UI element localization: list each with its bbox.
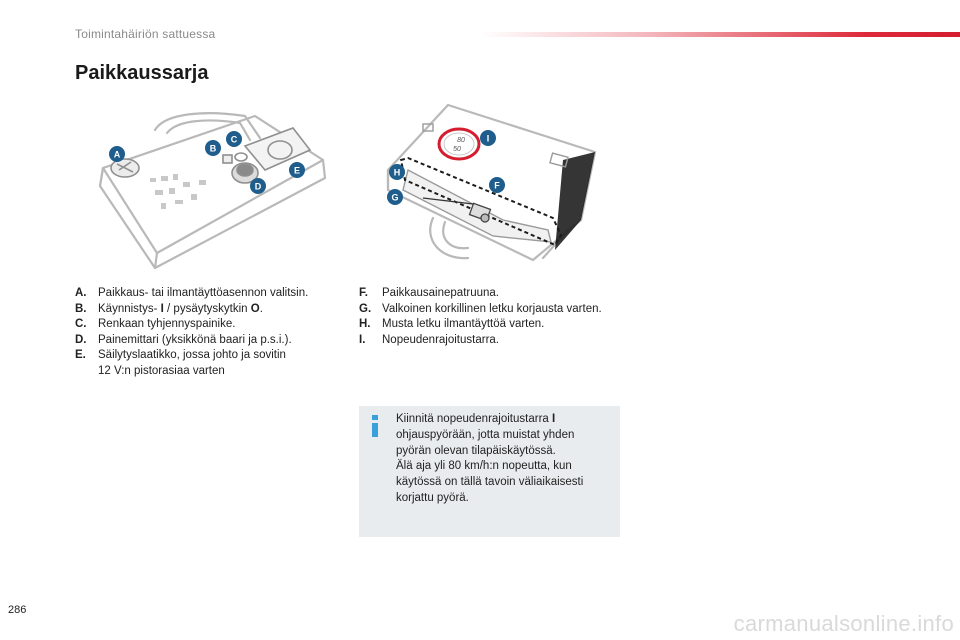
list-item: E. Säilytyslaatikko, jossa johto ja sovitin 12 V:n pistorasiaa varten [75, 349, 286, 377]
info-note-text: Kiinnitä nopeudenrajoitustarra I ohjauspyörään, jotta muistat yhden pyörän olevan tilapäiskäytössä. Älä aja yli 80 km/h:n nopeutta, kun käytössä on tällä tavoin väliaikaisesti korjattu pyörä. [396, 413, 584, 504]
sticker-speed-80: 80 [457, 137, 465, 144]
header-accent-line [480, 32, 960, 37]
speed-sticker [439, 129, 479, 159]
callout-i: I [486, 133, 490, 144]
info-icon [369, 415, 381, 437]
callout-e: E [293, 165, 301, 176]
list-item: A. Paikkaus- tai ilmantäyttöasennon valitsin. [75, 287, 309, 299]
list-item: G. Valkoinen korkillinen letku korjausta varten. [359, 302, 602, 315]
list-item: F. Paikkausainepatruuna. [359, 287, 499, 299]
page-number: 286 [8, 604, 27, 616]
info-note-box [359, 406, 620, 537]
callout-f: F [494, 180, 500, 191]
list-item: D. Painemittari (yksikkönä baari ja p.s.i.). [75, 333, 292, 346]
callout-c: C [230, 134, 238, 145]
repair-kit-underside-illustration [383, 100, 605, 270]
sticker-speed-50: 50 [453, 146, 461, 153]
list-item: B. Käynnistys- I / pysäytyskytkin O. [75, 302, 263, 315]
component-list-right [359, 286, 639, 348]
callout-h: H [393, 167, 401, 178]
list-item: H. Musta letku ilmantäyttöä varten. [359, 318, 545, 331]
watermark: carmanualsonline.info [733, 611, 954, 636]
repair-kit-compressor-illustration [95, 108, 335, 278]
component-list-left [75, 286, 345, 380]
callout-g: G [391, 192, 399, 203]
callout-d: D [254, 181, 262, 192]
section-title: Toimintahäiriön sattuessa [75, 27, 216, 41]
list-item: I. Nopeudenrajoitustarra. [359, 333, 499, 346]
list-item: C. Renkaan tyhjennyspainike. [75, 318, 236, 331]
callout-a: A [113, 149, 121, 160]
page-title: Paikkaussarja [75, 62, 209, 84]
callout-b: B [209, 143, 217, 154]
